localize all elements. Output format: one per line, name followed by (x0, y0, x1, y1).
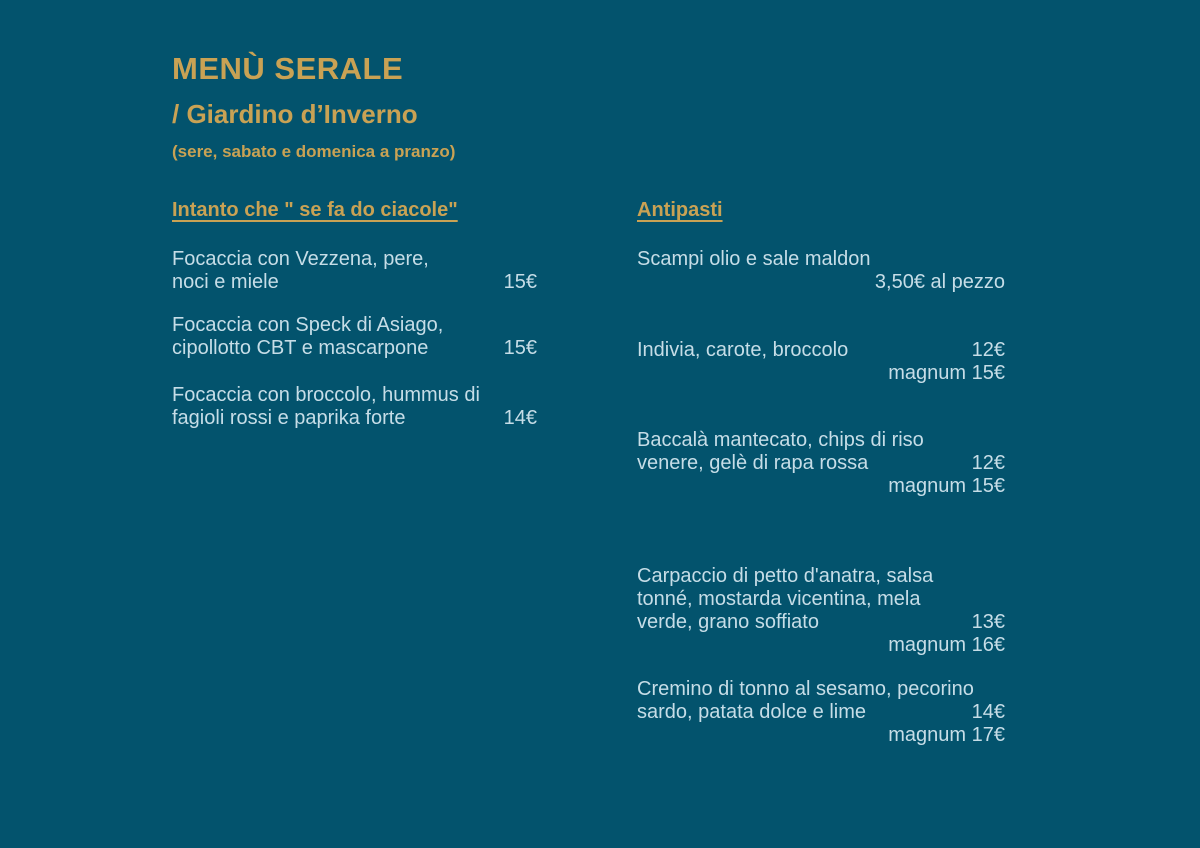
item-price: 15€ (503, 337, 537, 359)
menu-item-row (172, 337, 537, 360)
availability-note: (sere, sabato e domenica a pranzo) (172, 142, 456, 161)
menu-item (637, 339, 1005, 385)
menu-item-row (172, 248, 537, 271)
item-price: 12€ (971, 452, 1005, 474)
menu-item-row (172, 271, 537, 294)
item-description: tonné, mostarda vicentina, mela (637, 588, 921, 610)
section-heading-antipasti: Antipasti (637, 199, 723, 221)
item-price: magnum 16€ (888, 634, 1005, 656)
menu-item-row (637, 452, 1005, 475)
menu-item-row (172, 407, 537, 430)
item-price: magnum 15€ (888, 475, 1005, 497)
menu-item-row (637, 475, 1005, 498)
item-price: 15€ (503, 271, 537, 293)
item-description: Scampi olio e sale maldon (637, 248, 871, 270)
item-description: Baccalà mantecato, chips di riso (637, 429, 924, 451)
menu-item (172, 384, 537, 430)
menu-columns (172, 198, 1005, 747)
menu-item-row (637, 339, 1005, 362)
menu-item-row (637, 588, 1005, 611)
item-description: fagioli rossi e paprika forte (172, 407, 406, 429)
item-price: 12€ (971, 339, 1005, 361)
item-description: Focaccia con Vezzena, pere, (172, 248, 429, 270)
item-price: 13€ (971, 611, 1005, 633)
item-description: Indivia, carote, broccolo (637, 339, 849, 361)
menu-item-row (637, 678, 1005, 701)
item-price: 14€ (971, 701, 1005, 723)
menu-item-row (637, 362, 1005, 385)
menu-item (172, 248, 537, 294)
item-description: verde, grano soffiato (637, 611, 819, 633)
menu-item-row (637, 634, 1005, 657)
menu-item-row (637, 248, 1005, 271)
item-price: magnum 17€ (888, 724, 1005, 746)
menu-item-row (637, 565, 1005, 588)
item-description: venere, gelè di rapa rossa (637, 452, 869, 474)
menu-item-row (637, 429, 1005, 452)
item-price: magnum 15€ (888, 362, 1005, 384)
item-description: Focaccia con broccolo, hummus di (172, 384, 480, 406)
page-title: MENÙ SERALE (172, 51, 404, 86)
menu-item (637, 248, 1005, 294)
antipasti-item-list (637, 248, 1005, 747)
menu-item-row (637, 724, 1005, 747)
menu-item-row (637, 271, 1005, 294)
menu-item (172, 314, 537, 360)
item-price: 14€ (503, 407, 537, 429)
item-description: Focaccia con Speck di Asiago, (172, 314, 444, 336)
menu-item-row (637, 701, 1005, 724)
menu-item (637, 565, 1005, 657)
section-heading-snacks: Intanto che " se fa do ciacole" (172, 199, 458, 221)
item-description: noci e miele (172, 271, 279, 293)
item-price: 3,50€ al pezzo (874, 271, 1005, 293)
menu-header (172, 52, 455, 162)
section-antipasti (637, 198, 1005, 747)
item-description: Carpaccio di petto d'anatra, salsa (637, 565, 934, 587)
item-description: Cremino di tonno al sesamo, pecorino (637, 678, 974, 700)
menu-item-row (637, 611, 1005, 634)
page-subtitle: / Giardino d’Inverno (172, 99, 418, 129)
item-description: sardo, patata dolce e lime (637, 701, 867, 723)
menu-item (637, 429, 1005, 498)
menu-item-row (172, 314, 537, 337)
section-snacks (172, 198, 537, 747)
snacks-item-list (172, 248, 537, 430)
menu-item (637, 678, 1005, 747)
menu-item-row (172, 384, 537, 407)
item-description: cipollotto CBT e mascarpone (172, 337, 429, 359)
